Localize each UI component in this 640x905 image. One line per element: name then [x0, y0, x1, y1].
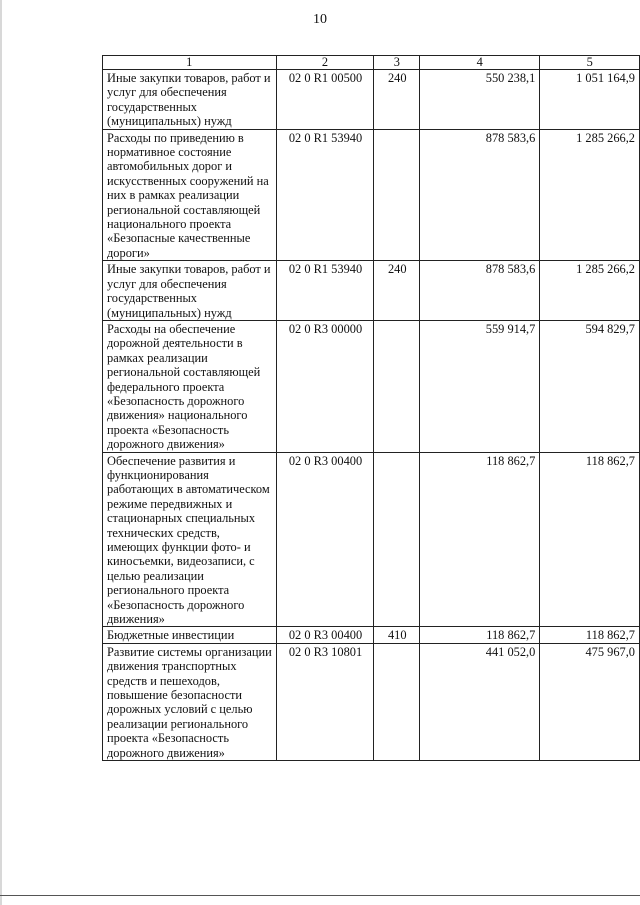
- item-name: Бюджетные инвестиции: [103, 627, 277, 643]
- item-value-5: 594 829,7: [540, 320, 640, 452]
- scan-edge: [0, 0, 2, 905]
- item-name: Расходы по приведению в нормативное состояние автомобильных дорог и искусственных сооружений на них в рамках реализации региональной составляющей национального проекта «Безопасные качественные дороги»: [103, 129, 277, 261]
- item-code: 02 0 R3 00000: [276, 320, 374, 452]
- item-name: Расходы на обеспечение дорожной деятельности в рамках реализации региональной составляющей федерального проекта «Безопасность дорожного движения» национального проекта «Безопасность дорожного движения»: [103, 320, 277, 452]
- page-number: 10: [313, 12, 327, 27]
- item-value-4: 550 238,1: [420, 70, 540, 130]
- item-name: Иные закупки товаров, работ и услуг для обеспечения государственных (муниципальных) нужд: [103, 70, 277, 130]
- budget-table: [102, 55, 640, 761]
- item-type: 240: [374, 261, 420, 321]
- header-row: [103, 56, 640, 70]
- header-col-4: 4: [420, 56, 540, 70]
- item-value-4: 118 862,7: [420, 452, 540, 627]
- item-name: Иные закупки товаров, работ и услуг для обеспечения государственных (муниципальных) нужд: [103, 261, 277, 321]
- table-row: [103, 129, 640, 261]
- table-row: [103, 627, 640, 643]
- item-name: Развитие системы организации движения транспортных средств и пешеходов, повышение безопасности дорожных условий с целью реализации регионального проекта «Безопасность дорожного движения»: [103, 643, 277, 760]
- item-code: 02 0 R1 53940: [276, 261, 374, 321]
- item-code: 02 0 R1 53940: [276, 129, 374, 261]
- item-value-5: 118 862,7: [540, 627, 640, 643]
- item-value-4: 559 914,7: [420, 320, 540, 452]
- item-value-5: 475 967,0: [540, 643, 640, 760]
- item-code: 02 0 R3 10801: [276, 643, 374, 760]
- item-type: [374, 129, 420, 261]
- table-row: [103, 320, 640, 452]
- header-col-1: 1: [103, 56, 277, 70]
- item-value-5: 1 285 266,2: [540, 129, 640, 261]
- item-value-5: 118 862,7: [540, 452, 640, 627]
- item-type: 410: [374, 627, 420, 643]
- item-code: 02 0 R1 00500: [276, 70, 374, 130]
- header-col-5: 5: [540, 56, 640, 70]
- table-row: [103, 70, 640, 130]
- table-row: [103, 643, 640, 760]
- table-row: [103, 261, 640, 321]
- item-type: [374, 452, 420, 627]
- item-type: [374, 320, 420, 452]
- item-type: [374, 643, 420, 760]
- item-code: 02 0 R3 00400: [276, 452, 374, 627]
- item-code: 02 0 R3 00400: [276, 627, 374, 643]
- item-value-4: 878 583,6: [420, 129, 540, 261]
- item-value-4: 118 862,7: [420, 627, 540, 643]
- header-col-3: 3: [374, 56, 420, 70]
- item-value-4: 441 052,0: [420, 643, 540, 760]
- header-col-2: 2: [276, 56, 374, 70]
- item-value-5: 1 051 164,9: [540, 70, 640, 130]
- item-name: Обеспечение развития и функционирования работающих в автоматическом режиме передвижных и стационарных специальных технических средств, имеющих функции фото- и киносъемки, видеозаписи, с целью реализации регионального проекта «Безопасность дорожного движения»: [103, 452, 277, 627]
- item-value-4: 878 583,6: [420, 261, 540, 321]
- item-value-5: 1 285 266,2: [540, 261, 640, 321]
- table-row: [103, 452, 640, 627]
- bottom-rule: [0, 895, 640, 896]
- item-type: 240: [374, 70, 420, 130]
